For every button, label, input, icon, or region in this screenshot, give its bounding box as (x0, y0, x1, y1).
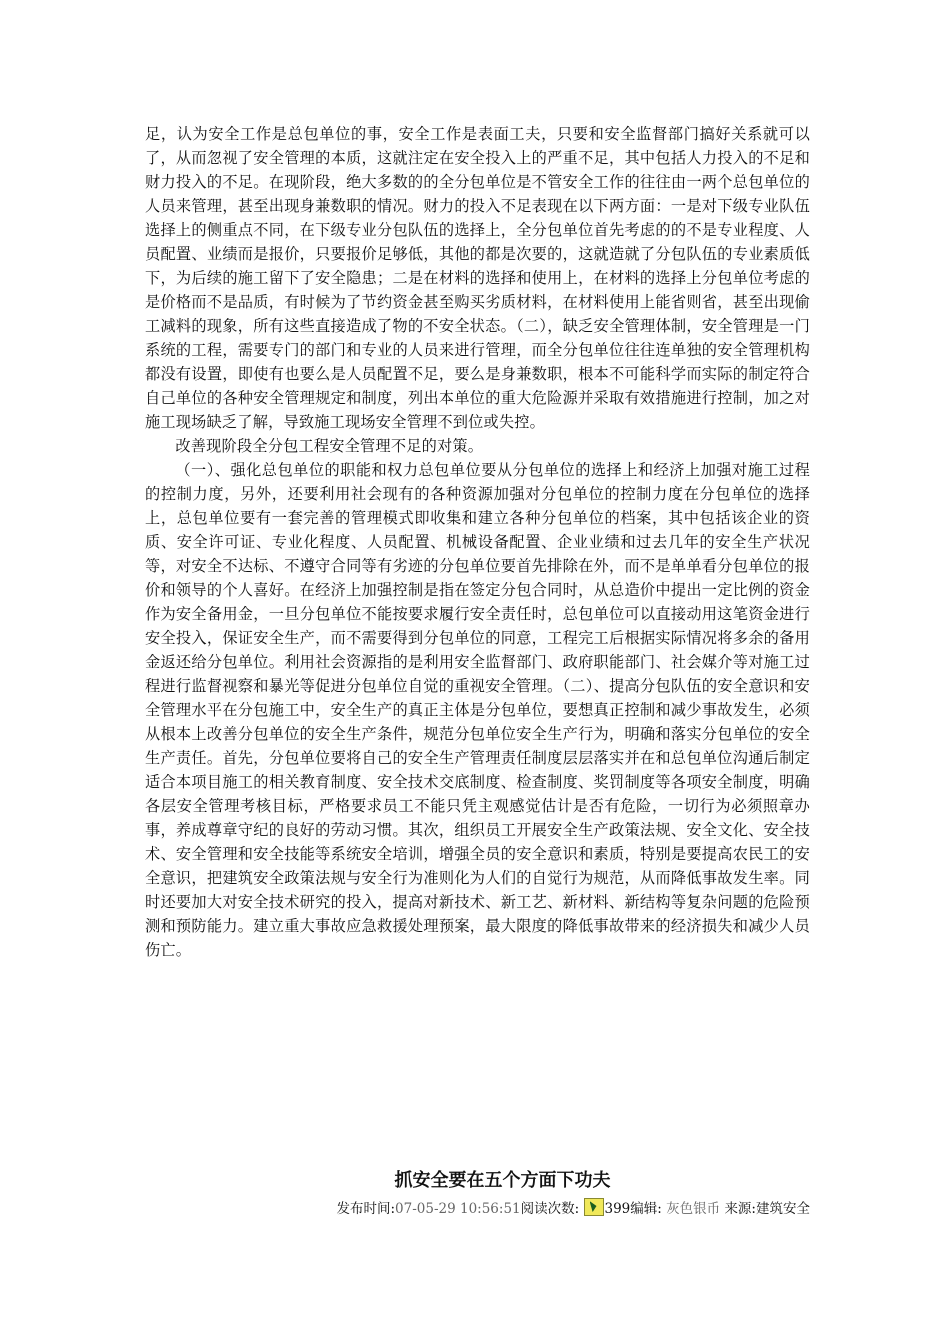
paragraph-countermeasures-heading: 改善现阶段全分包工程安全管理不足的对策。 (175, 437, 484, 455)
paragraph-causes: 足，认为安全工作是总包单位的事，安全工作是表面工夫，只要和安全监督部门搞好关系就可以了，从而忽视了安全管理的本质，这就注定在安全投入上的严重不足，其中包括人力投入的不足和财力投入的不足。在现阶段，绝大多数的的全分包单位是不管安全工作的往往由一两个总包单位的人员来管理，甚至出现身兼数职的情况。财力的投入不足表现在以下两方面：一是对下级专业队伍选择上的侧重点不同，在下级专业分包队伍的选择上，全分包单位首先考虑的的不是专业程度、人员配置、业绩而是报价，只要报价足够低，其他的都是次要的，这就造就了分包队伍的专业素质低下，为后续的施工留下了安全隐患；二是在材料的选择和使用上，在材料的选择上分包单位考虑的是价格而不是品质，有时候为了节约资金甚至购买劣质材料，在材料使用上能省则省，甚至出现偷工减料的现象，所有这些直接造成了物的不安全状态。（二），缺乏安全管理体制，安全管理是一门系统的工程，需要专门的部门和专业的人员来进行管理，而全分包单位往往连单独的安全管理机构都没有设置，即使有也要么是人员配置不足，要么是身兼数职，根本不可能科学而实际的制定符合自己单位的各种安全管理规定和制度，列出本单位的重大危险源并采取有效措施进行控制，加之对施工现场缺乏了解，导致施工现场安全管理不到位或失控。 (145, 125, 810, 431)
views-count: 399 (604, 1201, 631, 1217)
source-name: 建筑安全 (756, 1201, 810, 1217)
views-label: 阅读次数: (520, 1201, 580, 1217)
article-meta (145, 1198, 810, 1219)
source-label: 来源: (724, 1201, 756, 1217)
article-header (145, 1166, 810, 1219)
paragraph-countermeasures: （一）、强化总包单位的职能和权力总包单位要从分包单位的选择上和经济上加强对施工过程的控制力度，另外，还要利用社会现有的各种资源加强对分包单位的控制力度在分包单位的选择上，总包单位要有一套完善的管理模式即收集和建立各种分包单位的档案，其中包括该企业的资质、安全许可证、专业化程度、人员配置、机械设备配置、企业业绩和过去几年的安全生产状况等，对安全不达标、不遵守合同等有劣迹的分包单位要首先排除在外，而不是单单看分包单位的报价和领导的个人喜好。在经济上加强控制是指在签定分包合同时，从总造价中提出一定比例的资金作为安全备用金，一旦分包单位不能按要求履行安全责任时，总包单位可以直接动用这笔资金进行安全投入，保证安全生产，而不需要得到分包单位的同意，工程完工后根据实际情况将多余的备用金返还给分包单位。利用社会资源指的是利用安全监督部门、政府职能部门、社会媒介等对施工过程进行监督视察和暴光等促进分包单位自觉的重视安全管理。（二）、提高分包队伍的安全意识和安全管理水平在分包施工中，安全生产的真正主体是分包单位，要想真正控制和减少事故发生，必须从根本上改善分包单位的安全生产条件，规范分包单位安全生产行为，明确和落实分包单位的安全生产责任。首先，分包单位要将自己的安全生产管理责任制度层层落实并在和总包单位沟通后制定适合本项目施工的相关教育制度、安全技术交底制度、检查制度、奖罚制度等各项安全制度，明确各层安全管理考核目标，严格要求员工不能只凭主观感觉估计是否有危险，一切行为必须照章办事，养成尊章守纪的良好的劳动习惯。其次，组织员工开展安全生产政策法规、安全文化、安全技术、安全管理和安全技能等系统安全培训，增强全员的安全意识和素质，特别是要提高农民工的安全意识，把建筑安全政策法规与安全行为准则化为人们的自觉行为规范，从而降低事故发生率。同时还要加大对安全技术研究的投入，提高对新技术、新工艺、新材料、新结构等复杂问题的危险预测和预防能力。建立重大事故应急救援处理预案，最大限度的降低事故带来的经济损失和减少人员伤亡。 (145, 461, 810, 959)
document-body (145, 122, 810, 962)
editor-name: 灰色银币 (666, 1201, 721, 1217)
editor-label: 编辑: (630, 1201, 662, 1217)
views-counter-icon (584, 1198, 604, 1216)
publish-time: 07-05-29 10:56:51 (395, 1201, 521, 1217)
publish-label: 发布时间: (336, 1201, 396, 1217)
article-title: 抓安全要在五个方面下功夫 (394, 1170, 611, 1191)
